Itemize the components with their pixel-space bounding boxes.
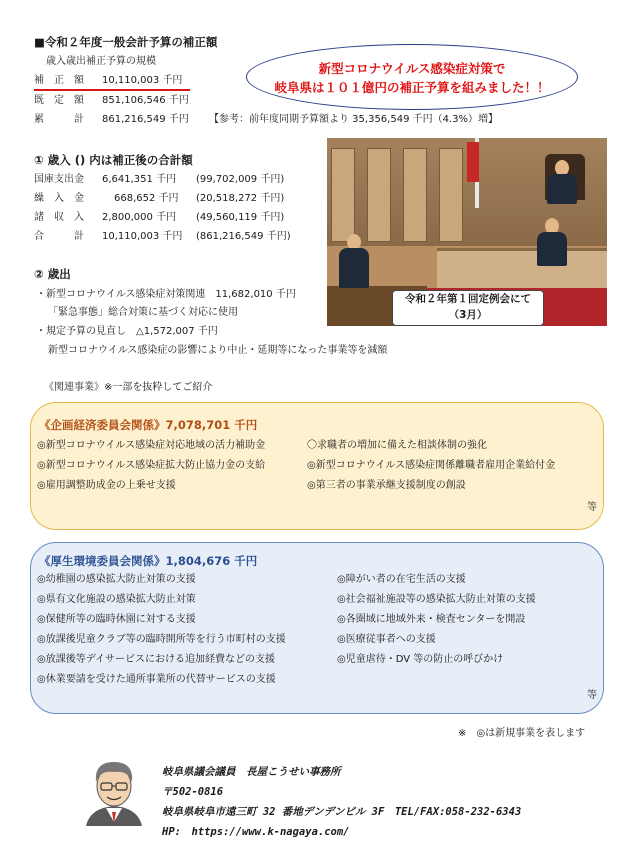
cumulative-row — [34, 112, 499, 127]
budget-title: ■令和２年度一般会計予算の補正額 — [34, 35, 218, 49]
related-projects-note: 《関連事業》※一部を抜粋してご紹介 — [44, 382, 213, 393]
committee1-item: ◎第三者の事業承継支援制度の創設 — [307, 480, 466, 491]
committee2-item: ◎幼稚園の感染拡大防止対策の支援 — [37, 574, 196, 585]
callout-ellipse — [246, 44, 578, 110]
postal-code: 〒502-0816 — [162, 786, 224, 798]
revenue-row — [34, 210, 324, 225]
revenue-label: 諸 収 入 — [34, 212, 84, 223]
committee2-item: ◎医療従事者への支援 — [337, 634, 436, 645]
supplementary-label: 補 正 額 — [34, 75, 84, 86]
expenditure-line-2: 「緊急事態」総合対策に基づく対応に使用 — [48, 307, 238, 318]
planning-economy-committee-box — [30, 402, 604, 530]
revenue-label: 国庫支出金 — [34, 174, 84, 185]
revenue-title: ① 歳入 () 内は補正後の合計額 — [34, 153, 193, 167]
committee2-item: ◎休業要請を受けた通所事業所の代替サービスの支援 — [37, 674, 276, 685]
committee1-item: ◎雇用調整助成金の上乗せ支援 — [37, 480, 176, 491]
revenue-row — [34, 191, 324, 206]
budget-subtitle: 歳入歳出補正予算の規模 — [46, 56, 156, 67]
photo-caption-line-1: 令和２年第１回定例会にて — [405, 293, 531, 305]
existing-value: 851,106,546 千円 — [102, 95, 189, 106]
expenditure-title: ② 歳出 — [34, 267, 71, 281]
committee2-item: ◎放課後児童クラブ等の臨時開所等を行う市町村の支援 — [37, 634, 286, 645]
revenue-label: 合 計 — [34, 231, 84, 242]
committee1-title: 《企画経済委員会関係》7,078,701 千円 — [39, 418, 258, 432]
revenue-total: (49,560,119 千円) — [196, 212, 285, 223]
health-environment-committee-box — [30, 542, 604, 714]
callout-line-1: 新型コロナウイルス感染症対策で — [318, 61, 506, 76]
committee2-item: ◎放課後等デイサービスにおける追加経費などの支援 — [37, 654, 276, 665]
cumulative-label: 累 計 — [34, 114, 84, 125]
expenditure-line-4: 新型コロナウイルス感染症の影響により中止・延期等になった事業等を減額 — [48, 345, 388, 356]
revenue-total: (861,216,549 千円) — [196, 231, 291, 242]
committee1-item: ◎新型コロナウイルス感染症関係離職者雇用企業給付金 — [307, 460, 556, 471]
committee1-etc: 等 — [587, 502, 597, 513]
committee2-item: ◎社会福祉施設等の感染拡大防止対策の支援 — [337, 594, 536, 605]
revenue-row — [34, 229, 324, 244]
revenue-total: (20,518,272 千円) — [196, 193, 285, 204]
photo-caption-line-2: （3月） — [448, 309, 488, 321]
committee2-title: 《厚生環境委員会関係》1,804,676 千円 — [39, 554, 258, 568]
photo-caption — [392, 290, 544, 326]
office-address: 岐阜県岐阜市遠三町 32 番地デンデンビル 3F TEL/FAX:058-232-6343 — [162, 806, 522, 818]
revenue-value: 10,110,003 千円 — [102, 231, 183, 242]
supplementary-value: 10,110,003 千円 — [102, 75, 183, 86]
revenue-total: (99,702,009 千円) — [196, 174, 285, 185]
revenue-label: 繰 入 金 — [34, 193, 84, 204]
cumulative-note: 【参考：前年度同期予算額より 35,356,549 千円（4.3%）増】 — [209, 114, 499, 125]
committee2-item: ◎各圏域に地域外来・検査センターを開設 — [337, 614, 526, 625]
councillor-avatar — [76, 756, 152, 830]
committee2-item: ◎保健所等の臨時休園に対する支援 — [37, 614, 196, 625]
existing-label: 既 定 額 — [34, 95, 84, 106]
committee1-item: 〇求職者の増加に備えた相談体制の強化 — [307, 440, 487, 451]
cumulative-value: 861,216,549 千円 — [102, 114, 189, 125]
expenditure-line-3: ・規定予算の見直し △1,572,007 千円 — [36, 326, 218, 337]
callout-line-2: 岐阜県は１０１億円の補正予算を組みました！！ — [274, 80, 550, 95]
committee1-item: ◎新型コロナウイルス感染症拡大防止協力金の支給 — [37, 460, 266, 471]
revenue-row — [34, 172, 324, 187]
new-project-legend: ※ ◎は新規事業を表します — [458, 728, 586, 739]
committee2-item: ◎県有文化施設の感染拡大防止対策 — [37, 594, 196, 605]
supplementary-row — [34, 73, 190, 91]
revenue-value: 6,641,351 千円 — [102, 174, 177, 185]
committee2-item: ◎障がい者の在宅生活の支援 — [337, 574, 466, 585]
revenue-value: 668,652 千円 — [114, 193, 179, 204]
committee1-item: ◎新型コロナウイルス感染症対応地域の活力補助金 — [37, 440, 266, 451]
existing-row — [34, 93, 189, 108]
office-name: 岐阜県議会議員 長屋こうせい事務所 — [162, 766, 341, 778]
homepage-url[interactable]: HP: https://www.k-nagaya.com/ — [162, 826, 350, 838]
committee2-etc: 等 — [587, 690, 597, 701]
committee2-item: ◎児童虐待・DV 等の防止の呼びかけ — [337, 654, 504, 665]
revenue-value: 2,800,000 千円 — [102, 212, 177, 223]
expenditure-line-1: ・新型コロナウイルス感染症対策関連 11,682,010 千円 — [36, 289, 296, 300]
